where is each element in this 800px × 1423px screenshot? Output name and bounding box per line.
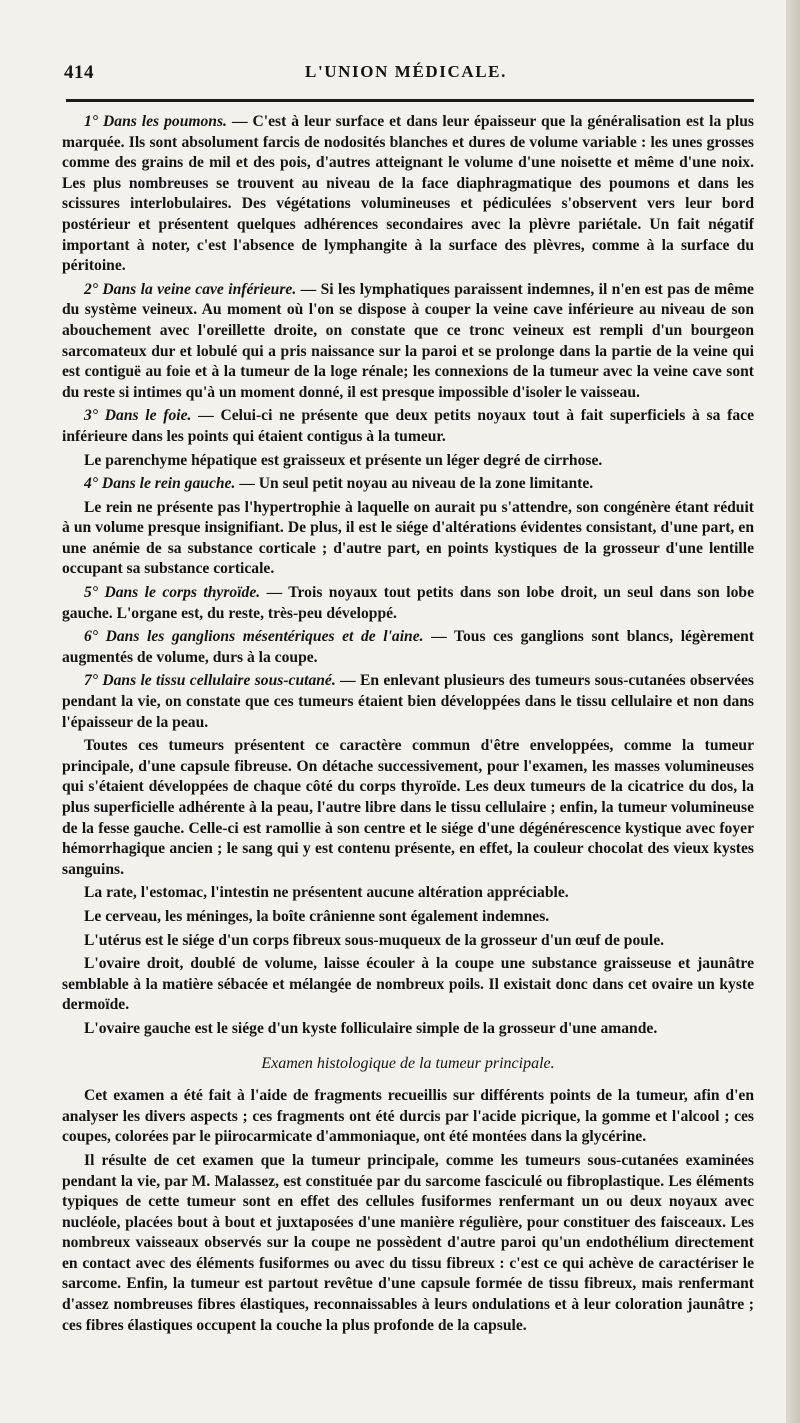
paragraph: Le rein ne présente pas l'hypertrophie à laquelle on aurait pu s'attendre, son congénère étant réduit à un volume presque insignifiant. De plus, il est le siége d'altérations évidentes consistant, d'une part, en une anémie de sa substance corticale ; d'autre part, en points kystiques de la grosseur d'une lentille occupant sa substance corticale.	[62, 498, 754, 578]
paragraph: Le cerveau, les méninges, la boîte crânienne sont également indemnes.	[84, 907, 550, 925]
paragraph: La rate, l'estomac, l'intestin ne présentent aucune altération appréciable.	[84, 884, 569, 902]
paragraph: 6° Dans les ganglions mésentériques et de l'aine. — Tous ces ganglions sont blancs, légèrement augmentés de volume, durs à la coupe.	[62, 628, 755, 666]
page-edge-shadow	[786, 0, 800, 1423]
paragraph: 1° Dans les poumons. — C'est à leur surface et dans leur épaisseur que la généralisation est la plus marquée. Ils sont absolument farcis de nodosités blanches et dures de volume variable : les unes grosses comme des grains de mil et des pois, d'autres atteignant le volume d'une noisette et même d'une noix. Les plus nombreuses se trouvent au niveau de la face diaphragmatique des poumons et dans les scissures interlobulaires. Des végétations volumineuses et pédiculées s'observent vers leur bord postérieur et présentent quelques adhérences secondaires avec la plèvre pariétale. Un fait négatif important à noter, c'est l'absence de lymphangite à la surface des plèvres, comme à la surface du péritoine.	[62, 113, 754, 275]
paragraph: L'utérus est le siége d'un corps fibreux sous-muqueux de la grosseur d'un œuf de poule.	[84, 931, 665, 949]
paragraph: 2° Dans la veine cave inférieure. — Si les lymphatiques paraissent indemnes, il n'en est pas de même du système veineux. Au moment où l'on se dispose à couper la veine cave inférieure au niveau de son abouchement avec l'oreillette droite, on constate que ce tronc veineux est rempli d'un bourgeon sarcomateux dur et lobulé qui a pris naissance sur la paroi et se prolonge dans la partie de la veine qui est contiguë au foie et à la tumeur de la loge rénale; les connexions de la tumeur avec la veine cave sont du reste si intimes qu'à un moment donné, il est presque impossible d'isoler le vaisseau.	[62, 280, 754, 401]
paragraph: Il résulte de cet examen que la tumeur principale, comme les tumeurs sous-cutanées examinées pendant la vie, par M. Malassez, est constituée par du sarcome fasciculé ou fibroplastique. Les éléments typiques de cette tumeur sont en effet des cellules fusiformes renfermant un ou deux noyaux avec nucléole, placées bout à bout et juxtaposées d'une manière régulière, pour constituer des faisceaux. Les nombreux vaisseaux observés sur la coupe ne possèdent d'autre paroi qu'un endothélium directement en contact avec des éléments fusiformes ou avec du tissu fibreux : c'est ce qui achève de caractériser le sarcome. Enfin, la tumeur est partout revêtue d'une capsule formée de tissu fibreux, mais renfermant d'assez nombreuses fibres élastiques, reconnaissables à leurs ondulations et à leur coloration jaunâtre ; ces fibres élastiques occupent la couche la plus profonde de la capsule.	[62, 1151, 754, 1334]
paragraph: 7° Dans le tissu cellulaire sous-cutané. — En enlevant plusieurs des tumeurs sous-cutanées observées pendant la vie, on constate que ces tumeurs étaient bien développées dans le tissu cellulaire et non dans l'épaisseur de la peau.	[62, 672, 754, 731]
paragraph: 5° Dans le corps thyroïde. — Trois noyaux tout petits dans son lobe droit, un seul dans son lobe gauche. L'organe est, du reste, très-peu développé.	[62, 584, 754, 622]
paragraph: Cet examen a été fait à l'aide de fragments recueillis sur différents points de la tumeur, afin d'en analyser les divers aspects ; ces fragments ont été durcis par l'acide picrique, la gomme et l'alcool ; ces coupes, colorées par le piirocarmicate d'ammoniaque, ont été montées dans la glycérine.	[62, 1087, 754, 1146]
page-number: 414	[64, 62, 94, 83]
paragraph: 3° Dans le foie. — Celui-ci ne présente que deux petits noyaux tout à fait superficiels à sa face inférieure dans les points qui étaient contigus à la tumeur.	[62, 407, 754, 445]
paragraph: 4° Dans le rein gauche. — Un seul petit noyau au niveau de la zone limitante.	[84, 475, 594, 493]
paragraph: Le parenchyme hépatique est graisseux et présente un léger degré de cirrhose.	[84, 451, 603, 469]
paragraph: L'ovaire droit, doublé de volume, laisse écouler à la coupe une substance graisseuse et jaunâtre semblable à la matière sébacée et mélangée de nombreux poils. Il existait donc dans cet ovaire un kyste dermoïde.	[62, 955, 754, 1014]
paragraph: Toutes ces tumeurs présentent ce caractère commun d'être enveloppées, comme la tumeur principale, d'une capsule fibreuse. On détache successivement, pour l'examen, les masses volumineuses qui s'étaient développées de chaque côté du corps thyroïde. Les deux tumeurs de la cicatrice du dos, la plus superficielle adhérente à la peau, l'autre libre dans le tissu cellulaire ; enfin, la tumeur volumineuse de la fesse gauche. Celle-ci est ramollie à son centre et le siége d'une dégénérescence kystique avec foyer hémorrhagique ancien ; le sang qui y est contenu présente, en effet, la couleur chocolat des vieux kystes sanguins.	[62, 737, 754, 878]
paragraph: L'ovaire gauche est le siége d'un kyste folliculaire simple de la grosseur d'une amande.	[84, 1019, 658, 1037]
page-header	[58, 62, 754, 86]
article-body	[62, 112, 754, 1339]
header-rule	[66, 99, 754, 102]
document-page	[58, 0, 754, 1423]
section-title: Examen histologique de la tumeur principale.	[261, 1054, 555, 1072]
journal-title: L'UNION MÉDICALE.	[305, 62, 507, 81]
